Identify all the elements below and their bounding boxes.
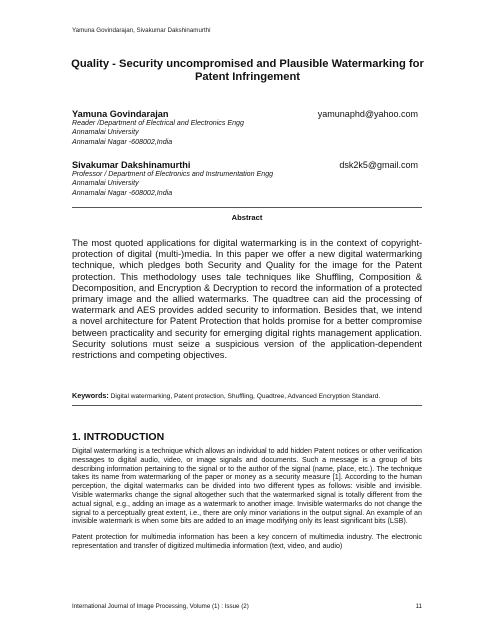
keywords-text: Digital watermarking, Patent protection, Shuffling, Quadtree, Advanced Encryption Standard. — [110, 393, 381, 400]
abstract-text: The most quoted applications for digital watermarking is in the context of copyright-protection of digital (multi-)media. In this paper we offer a new digital watermarking technique, which pledges both Security and Quality for the image for the Patent protection. This methodology uses tale techniques like Shuffling, Composition & Decomposition, and Encryption & Decryption to record the information of a protected primary image and the allied watermarks. The quadtree can aid the processing of watermark and AES provides added security to information. Besides that, we intend a novel architecture for Patent Protection that holds promise for a better compromise between practicality and security for emerging digital rights management application. Security solutions must seize a suspicious version of the application-dependent restrictions and competing objectives. — [72, 238, 422, 361]
author-email: yamunaphd@yahoo.com — [317, 109, 418, 119]
author-affiliation-university: Annamalai University — [72, 128, 139, 137]
author-block-1 — [72, 109, 432, 147]
paper-title: Quality - Security uncompromised and Plausible Watermarking for Patent Infringement — [71, 58, 424, 83]
keywords-label: Keywords: — [72, 391, 109, 400]
author-affiliation-university: Annamalai University — [72, 179, 139, 188]
paragraph: Patent protection for multimedia information has been a key concern of multimedia industry. The electronic representation and transfer of digitized multimedia information (text, video, and audio) — [72, 533, 422, 550]
abstract-top-divider — [72, 207, 422, 208]
abstract-bottom-divider — [72, 405, 422, 406]
section-heading-introduction: 1. INTRODUCTION — [72, 431, 165, 443]
running-head: Yamuna Govindarajan, Sivakumar Dakshinamurthi — [72, 27, 211, 34]
page-number: 11 — [415, 603, 422, 610]
author-block-2 — [72, 160, 432, 198]
author-email: dsk2k5@gmail.com — [339, 160, 418, 170]
abstract-heading: Abstract — [231, 213, 263, 222]
page-footer — [72, 603, 422, 610]
footer-journal: International Journal of Image Processing, Volume (1) : Issue (2) — [72, 603, 249, 610]
author-affiliation-dept: Professor / Department of Electronics and Instrumentation Engg — [72, 170, 274, 178]
author-affiliation-address: Annamalai Nagar -608002,India — [72, 137, 173, 146]
author-affiliation-address: Annamalai Nagar -608002,India — [72, 188, 173, 197]
author-name: Yamuna Govindarajan — [72, 109, 169, 119]
author-name: Sivakumar Dakshinamurthi — [72, 160, 191, 170]
introduction-body — [72, 447, 422, 558]
keywords-line — [72, 391, 432, 400]
author-affiliation-dept: Reader /Department of Electrical and Electronics Engg — [72, 119, 244, 127]
paragraph: Digital watermarking is a technique which allows an individual to add hidden Patent notices or other verification messages to digital audio, video, or image signals and documents. Such a message is a group of bits describing information pertaining to the signal or to the author of the signal (name, place, etc.). The technique takes its name from watermarking of the paper or money as a security measure [1]. According to the human perception, the digital watermarks can be divided into two different types as follows: visible and invisible. Visible watermarks change the signal altogether such that the watermarked signal is totally different from the actual signal, e.g., adding an image as a watermark to another image. Invisible watermarks do not change the signal to a perceptually great extent, i.e., there are only minor variations in the output signal. An example of an invisible watermark is when some bits are added to an image modifying only its least significant bits (LSB). — [72, 447, 422, 526]
